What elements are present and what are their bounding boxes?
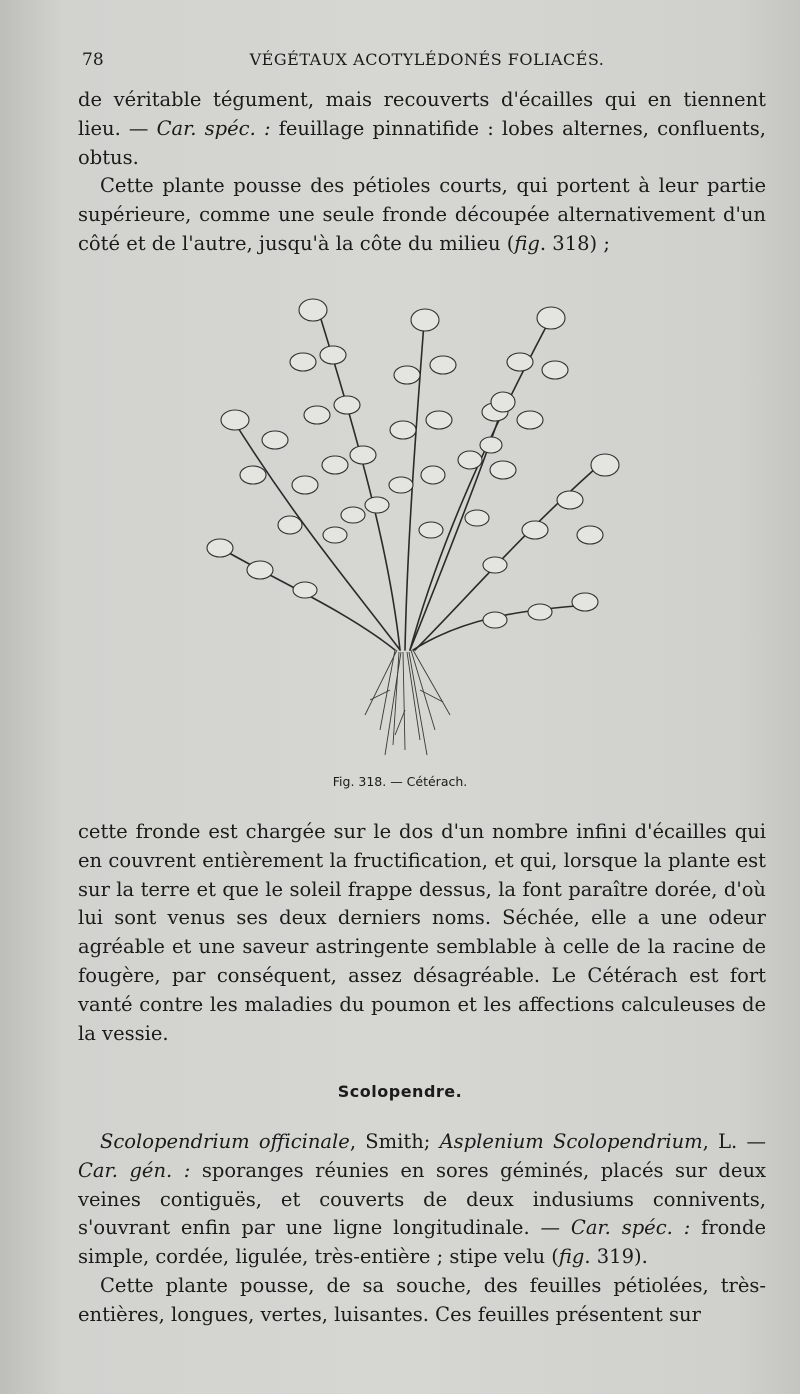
text-block-bottom (78, 1128, 766, 1330)
p4-italic-car-spec: Car. spéc. : (570, 1216, 691, 1240)
paragraph-5: Cette plante pousse, de sa souche, des feuilles pétiolées, très-entières, longues, vertes, luisantes. Ces feuilles présentent sur (78, 1273, 766, 1326)
p2-text-a: Cette plante pousse des pétioles courts, qui portent à leur partie supérieure, comme une seule fronde découpée alternativement d'un côté et de l'autre, jusqu'à la côte du milieu ( (78, 174, 766, 255)
page-header (82, 50, 772, 76)
p4-text-b: , Smith; (349, 1130, 440, 1153)
paragraph-1 (78, 86, 766, 172)
p1-italic-car-spec: Car. spéc. : (156, 116, 271, 140)
text-block-top (78, 86, 766, 259)
running-title: VÉGÉTAUX ACOTYLÉDONÉS FOLIACÉS. (249, 50, 605, 69)
p4-text-j: . 319). (584, 1245, 648, 1269)
text-block-middle (78, 818, 766, 1048)
p4-text-h: fronde simple, cordée, ligulée, très-entière ; stipe velu ( (78, 1216, 767, 1269)
p4-text-d: , L. — (702, 1130, 766, 1153)
figure-caption: Fig. 318. — Cétérach. (332, 774, 468, 789)
p2-text-c: . 318) ; (539, 231, 610, 255)
p4-italic-car-gen: Car. gén. : (78, 1158, 191, 1182)
p1-text-a: de véritable tégument, mais recouverts d'écailles qui en tiennent lieu. — (78, 88, 766, 140)
p2-italic-fig: fig (514, 231, 540, 255)
p4-italic-synonym: Asplenium Scolopendrium (439, 1130, 703, 1153)
paragraph-3: cette fronde est chargée sur le dos d'un nombre infini d'écailles qui en couvrent entièrement la fructification, et qui, lorsque la plante est sur la terre et que le soleil frappe dessus, la font paraître dorée, d'où lui sont venus ses deux derniers noms. Séchée, elle a une odeur agréable et une saveur astringente semblable à celle de la racine de fougère, par conséquent, assez désagréable. Le Cétérach est fort vanté contre les maladies du poumon et les affections calculeuses de la vessie. (78, 820, 766, 1045)
section-title: Scolopendre. (337, 1082, 463, 1101)
paragraph-4 (78, 1128, 766, 1272)
p4-italic-fig: fig (558, 1245, 585, 1269)
p4-text-f: sporanges réunies en sores géminés, placés sur deux veines contiguës, et couverts de deux indusiums connivents, s'ouvrant enfin par une ligne longitudinale. — (78, 1158, 767, 1240)
page-number: 78 (82, 50, 104, 70)
paragraph-2 (78, 172, 766, 258)
ceterach-fern-illustration (195, 290, 645, 760)
p1-text-c: feuillage pinnatifide : lobes alternes, confluents, obtus. (78, 116, 767, 169)
p4-italic-species: Scolopendrium officinale (100, 1130, 350, 1153)
